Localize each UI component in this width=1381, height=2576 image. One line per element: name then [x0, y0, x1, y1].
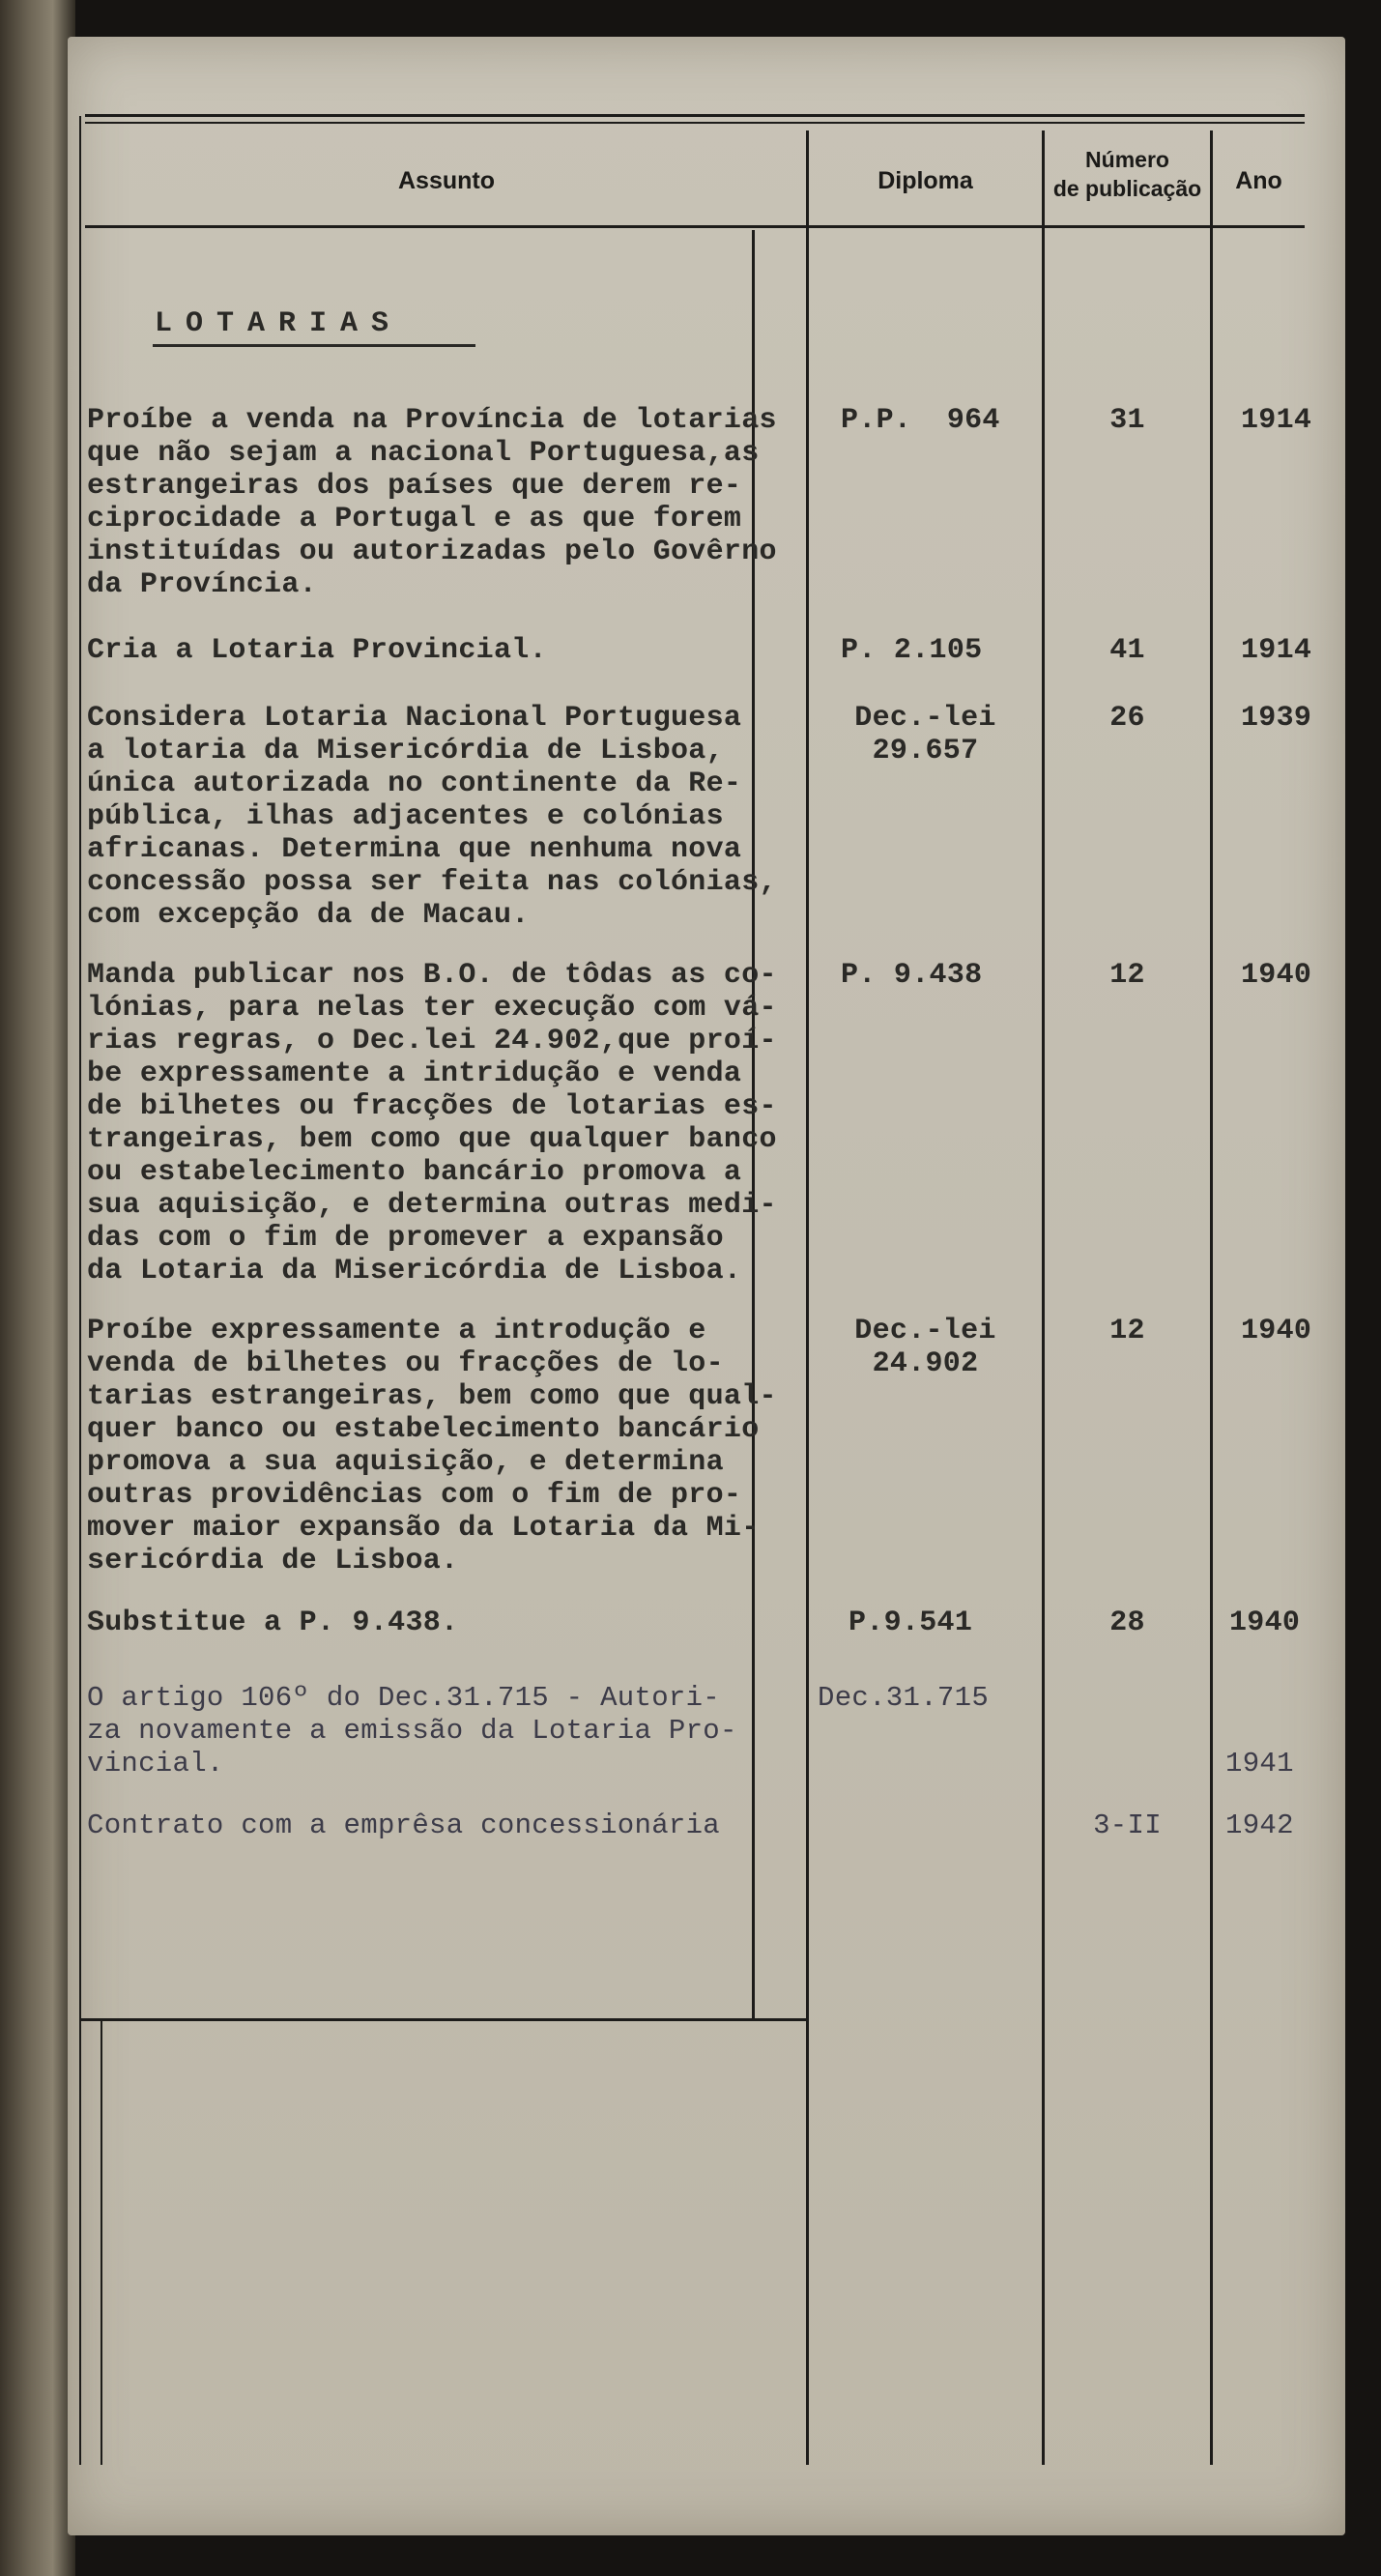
table-row-6-ano: 1940: [1229, 1606, 1301, 1639]
table-row-2-diploma: P. 2.105: [841, 634, 983, 667]
table-row-8-ano: 1942: [1225, 1809, 1294, 1841]
table-row-5-assunto: Proíbe expressamente a introdução e venda de bilhetes ou fracções de lo- tarias estrangeiras, bem como que qual- quer banco ou estabelecimento bancário promova a sua aquisição, e determina outras providências com o fim de pro- mover maior expansão da Lotaria da Mi- sericórdia de Lisboa.: [87, 1315, 777, 1577]
table-row-4-diploma: P. 9.438: [841, 959, 983, 992]
assunto-column-header: Assunto: [398, 167, 495, 194]
ano-column-header: Ano: [1235, 167, 1282, 194]
table-row-8-numero: 3-II: [1093, 1809, 1162, 1841]
table-row-2-ano: 1914: [1241, 634, 1312, 667]
table-row-2-assunto: Cria a Lotaria Provincial.: [87, 634, 547, 667]
numero-column-rule: [1042, 130, 1045, 2465]
diploma-column-rule: [806, 130, 809, 2465]
left-margin-rule: [79, 116, 81, 2465]
section-title-underline: [153, 344, 475, 347]
table-row-4-assunto: Manda publicar nos B.O. de tôdas as co- lónias, para nelas ter execução com vá- rias regras, o Dec.lei 24.902,que proí- be expressamente a intridução e venda de bilhetes ou fracções de lotarias es- trangeiras, bem como que qualquer banco ou estabelecimento bancário promova a sua aquisição, e determina outras medi- das com o fim de promever a expansão da Lotaria da Misericórdia de Lisboa.: [87, 959, 777, 1288]
top-rule-thin: [85, 122, 1305, 124]
table-row-8-assunto: Contrato com a emprêsa concessionária: [87, 1809, 721, 1841]
table-row-5-ano: 1940: [1241, 1315, 1312, 1347]
table-row-5-diploma: Dec.-lei 24.902: [854, 1315, 996, 1380]
table-row-2-numero: 41: [1109, 634, 1145, 667]
header-bottom-rule: [85, 225, 1305, 228]
table-row-4-numero: 12: [1109, 959, 1145, 992]
numero-column-header: Número de publicação: [1052, 147, 1202, 201]
section-bottom-rule: [81, 2018, 806, 2021]
adjacent-page-edge: [0, 0, 75, 2576]
table-row-6-diploma: P.9.541: [849, 1606, 973, 1639]
section-title: LOTARIAS: [155, 307, 403, 340]
table-row-6-assunto: Substitue a P. 9.438.: [87, 1606, 459, 1639]
table-row-1-assunto: Proíbe a venda na Província de lotarias que não sejam a nacional Portuguesa,as estrangeiras dos países que derem re- ciprocidade a Portugal e as que forem instituídas ou autorizadas pelo Govêrno da Província.: [87, 404, 777, 601]
table-row-1-diploma: P.P. 964: [841, 404, 1000, 437]
table-row-3-assunto: Considera Lotaria Nacional Portuguesa a lotaria da Misericórdia de Lisboa, única autorizada no continente da Re- pública, ilhas adjacentes e colónias africanas. Determina que nenhuma nova concessão possa ser feita nas colónias, com excepção da de Macau.: [87, 702, 777, 932]
diploma-column-header: Diploma: [878, 167, 973, 194]
left-margin-rule-inner: [101, 2020, 102, 2465]
table-row-1-ano: 1914: [1241, 404, 1312, 437]
table-row-5-numero: 12: [1109, 1315, 1145, 1347]
table-row-7-ano: 1941: [1225, 1748, 1294, 1780]
table-row-3-diploma: Dec.-lei 29.657: [854, 702, 996, 767]
table-row-3-ano: 1939: [1241, 702, 1312, 735]
table-row-4-ano: 1940: [1241, 959, 1312, 992]
table-row-3-numero: 26: [1109, 702, 1145, 735]
table-row-6-numero: 28: [1109, 1606, 1145, 1639]
table-row-7-diploma: Dec.31.715: [818, 1682, 990, 1714]
top-rule: [85, 114, 1305, 117]
table-row-7-assunto: O artigo 106º do Dec.31.715 - Autori- za novamente a emissão da Lotaria Pro- vincial.: [87, 1682, 737, 1780]
ano-column-rule: [1210, 130, 1213, 2465]
table-row-1-numero: 31: [1109, 404, 1145, 437]
